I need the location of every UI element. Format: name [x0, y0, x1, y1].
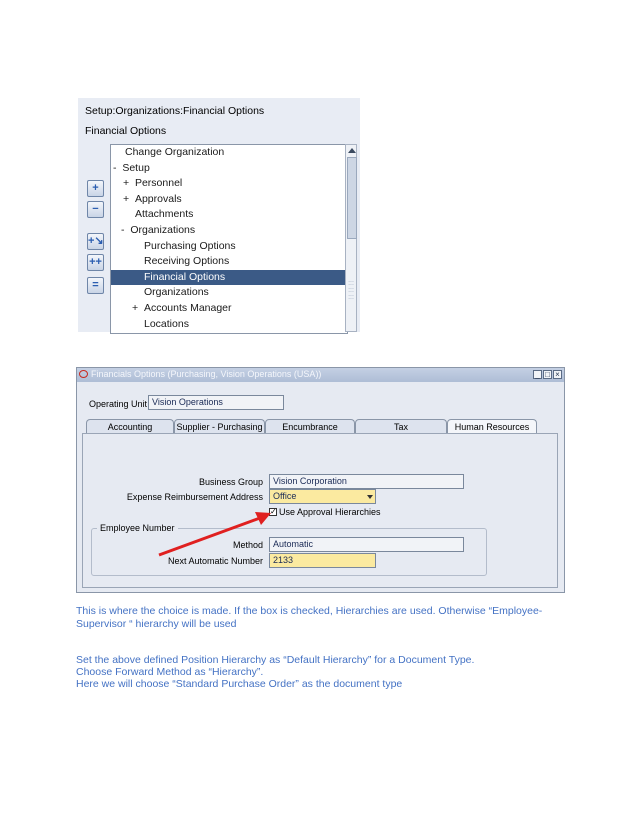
tree-item[interactable]	[111, 239, 348, 255]
tree-item[interactable]	[111, 270, 348, 286]
approval-hierarchies-label: Use Approval Hierarchies	[279, 507, 381, 517]
tree-item[interactable]	[111, 161, 348, 177]
collapse-icon[interactable]: −	[87, 201, 104, 218]
tree-item-label: Approvals	[134, 192, 182, 205]
method-field[interactable]: Automatic	[269, 537, 464, 552]
tree-item-label: Organizations	[144, 286, 209, 299]
minimize-icon[interactable]: _	[533, 370, 542, 379]
navigator-screenshot	[78, 98, 360, 332]
expand-node-icon[interactable]: +	[123, 177, 135, 190]
tree-item-label: Locations	[144, 317, 189, 330]
tree-scrollbar[interactable]	[345, 144, 357, 332]
tree-item[interactable]	[111, 192, 348, 208]
next-number-label: Next Automatic Number	[167, 556, 263, 566]
tree-item-label: Accounts Manager	[143, 302, 232, 314]
expense-address-select[interactable]: Office	[269, 489, 376, 504]
note-line-2: Supervisor “ hierarchy will be used	[76, 618, 237, 630]
navigator-tree[interactable]	[110, 144, 348, 334]
business-group-field[interactable]: Vision Corporation	[269, 474, 464, 489]
operating-unit-field[interactable]: Vision Operations	[148, 395, 284, 410]
next-number-field[interactable]: 2133	[269, 553, 376, 568]
business-group-label: Business Group	[198, 477, 263, 487]
employee-number-group-label: Employee Number	[97, 523, 178, 533]
tree-item-label: Organizations	[130, 224, 196, 236]
tab-encumbrance[interactable]: Encumbrance	[265, 419, 355, 434]
tab-supplier-purchasing[interactable]: Supplier - Purchasing	[174, 419, 265, 434]
tree-item-label: Change Organization	[125, 146, 225, 158]
collapse-node-icon[interactable]: -	[121, 224, 131, 236]
collapse-node-icon[interactable]: -	[113, 161, 123, 174]
navigator-title: Financial Options	[85, 125, 167, 137]
expand-node-icon[interactable]: +	[123, 192, 135, 205]
tree-item[interactable]	[111, 145, 348, 161]
tree-item[interactable]	[111, 207, 348, 223]
collapse-all-icon[interactable]: =	[87, 277, 104, 294]
note-line-4: Choose Forward Method as “Hierarchy”.	[76, 666, 264, 678]
note-line-3: Set the above defined Position Hierarchy as “Default Hierarchy” for a Document Type.	[76, 654, 475, 666]
scroll-up-icon[interactable]	[348, 148, 356, 153]
tree-item-label: Personnel	[134, 177, 183, 190]
expand-all-icon[interactable]: ++	[87, 254, 104, 271]
tree-item[interactable]	[111, 285, 348, 301]
tree-item[interactable]	[111, 301, 348, 317]
tab-human-resources[interactable]: Human Resources	[447, 419, 537, 434]
financials-options-window	[76, 367, 565, 593]
scroll-thumb[interactable]	[347, 157, 357, 239]
scroll-grip-icon: ::: ::: :::	[348, 280, 354, 301]
breadcrumb: Setup:Organizations:Financial Options	[85, 105, 265, 117]
tree-item[interactable]	[111, 176, 348, 192]
maximize-icon[interactable]: □	[543, 370, 552, 379]
tree-item-label: Receiving Options	[144, 255, 230, 268]
tree-item-label: Purchasing Options	[144, 239, 236, 252]
approval-hierarchies-checkbox[interactable]: ✓	[270, 507, 277, 516]
expense-address-label: Expense Reimbursement Address	[126, 492, 263, 502]
arrow-shaft	[159, 518, 260, 555]
expand-branch-icon[interactable]: +↘	[87, 233, 104, 250]
note-line-1: This is where the choice is made. If the box is checked, Hierarchies are used. Otherwise “Employee-	[76, 605, 543, 617]
close-icon[interactable]: ×	[553, 370, 562, 379]
tree-item[interactable]	[111, 317, 348, 333]
tree-item-label: Attachments	[135, 208, 194, 221]
operating-unit-label: Operating Unit	[89, 399, 148, 409]
note-line-5: Here we will choose “Standard Purchase Order” as the document type	[76, 678, 403, 690]
tree-item[interactable]	[111, 254, 348, 270]
window-title: Financials Options (Purchasing, Vision Operations (USA))	[91, 369, 322, 379]
tab-tax[interactable]: Tax	[355, 419, 447, 434]
tab-accounting[interactable]: Accounting	[86, 419, 174, 434]
tree-item-label: Setup	[122, 161, 150, 174]
method-label: Method	[232, 540, 263, 550]
red-arrow-annotation	[77, 368, 566, 594]
expand-node-icon[interactable]: +	[132, 302, 144, 314]
tree-item-label: Financial Options	[144, 270, 226, 283]
expand-icon[interactable]: +	[87, 180, 104, 197]
tree-item[interactable]	[111, 223, 348, 239]
